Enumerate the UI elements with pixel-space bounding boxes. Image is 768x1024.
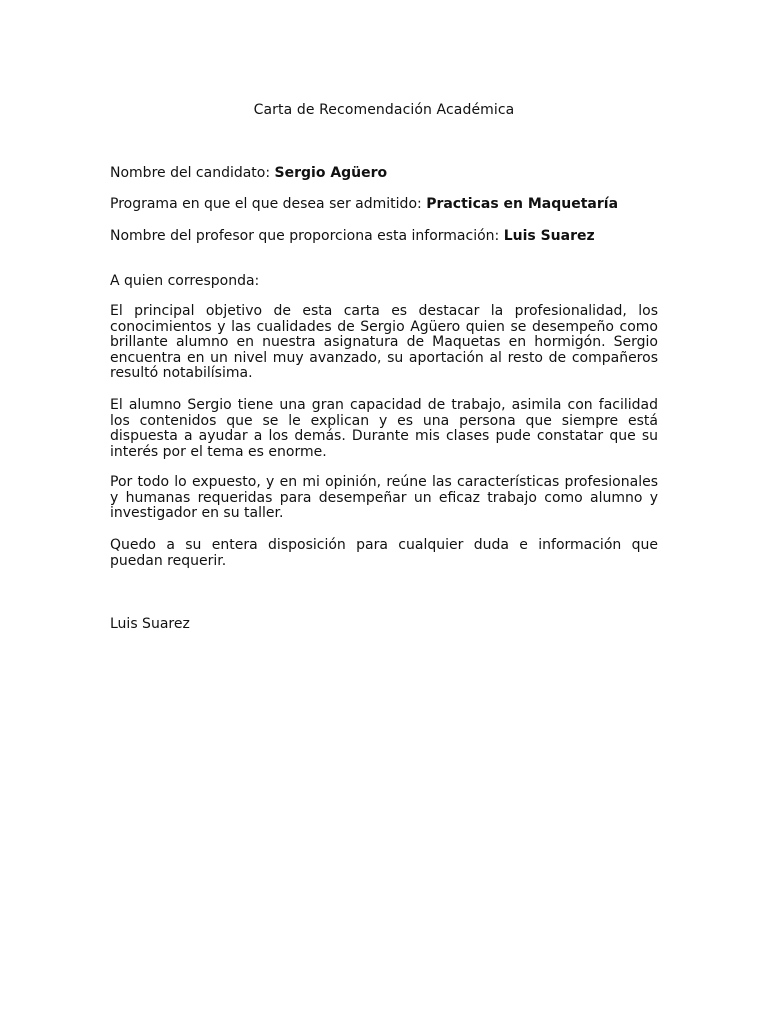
- paragraph-line: brillante alumno en nuestra asignatura de Maquetas en hormigón. Sergio: [110, 334, 658, 351]
- paragraph-line: investigador en su taller.: [110, 505, 284, 522]
- candidate-field: [110, 164, 670, 182]
- greeting: A quien corresponda:: [110, 273, 260, 289]
- candidate-label: Nombre del candidato:: [110, 165, 275, 181]
- program-field: [110, 195, 670, 213]
- paragraph-line: El alumno Sergio tiene una gran capacidad de trabajo, asimila con facilidad: [110, 397, 658, 413]
- candidate-name: Sergio Agüero: [274, 165, 388, 181]
- paragraph-line: puedan requerir.: [110, 552, 227, 569]
- body-paragraph-2: [110, 398, 658, 460]
- body-paragraph-3: [110, 475, 658, 522]
- program-label: Programa en que el que desea ser admitido:: [110, 196, 427, 212]
- body-paragraph-4: [110, 538, 658, 569]
- paragraph-line: conocimientos y las cualidades de Sergio Agüero quien se desempeño como: [110, 318, 658, 335]
- paragraph-line: resultó notabilísima.: [110, 365, 253, 382]
- paragraph-line: Quedo a su entera disposición para cualquier duda e información que: [110, 537, 658, 553]
- paragraph-line: encuentra en un nivel muy avanzado, su aportación al resto de compañeros: [110, 349, 658, 366]
- paragraph-line: dispuesta a ayudar a los demás. Durante mis clases pude constatar que su: [110, 428, 658, 445]
- paragraph-line: Por todo lo expuesto, y en mi opinión, reúne las características profesionales: [110, 474, 658, 490]
- paragraph-line: El principal objetivo de esta carta es destacar la profesionalidad, los: [110, 303, 658, 319]
- professor-name: Luis Suarez: [503, 228, 595, 244]
- professor-label: Nombre del profesor que proporciona esta información:: [110, 228, 504, 244]
- signature-name: Luis Suarez: [110, 616, 190, 632]
- program-name: Practicas en Maquetaría: [426, 196, 619, 212]
- paragraph-line: y humanas requeridas para desempeñar un eficaz trabajo como alumno y: [110, 489, 658, 506]
- paragraph-line: los contenidos que se le explican y es una persona que siempre está: [110, 412, 658, 429]
- body-paragraph-1: [110, 304, 658, 382]
- letter-title: Carta de Recomendación Académica: [253, 102, 515, 118]
- paragraph-line: interés por el tema es enorme.: [110, 443, 327, 460]
- professor-field: [110, 227, 670, 245]
